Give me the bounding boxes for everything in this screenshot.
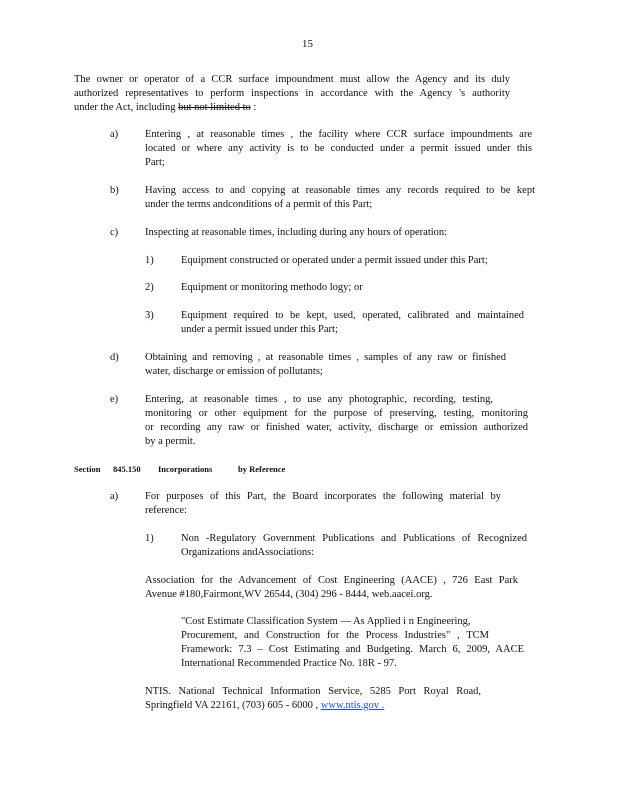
item-a-line: located or where any activity is to be conducted under a permit issued under this (145, 143, 532, 154)
item-d-line: water, discharge or emission of pollutants; (145, 366, 323, 377)
section-a1-line: Organizations andAssociations: (181, 547, 315, 558)
aace-ref-line: International Recommended Practice No. 18R - 97. (181, 658, 397, 669)
aace-ref-line: Framework: 7.3 – Cost Estimating and Budgeting. March 6, 2009, AACE (181, 644, 524, 655)
section-a1-line: Non -Regulatory Government Publications and Publications of Recognized (181, 533, 527, 544)
section-a-line: reference: (145, 505, 187, 516)
section-title-b: by Reference (238, 464, 286, 474)
item-a-line: Part; (145, 157, 165, 168)
ntis-address: Springfield VA 22161, (703) 605 - 6000 , (145, 700, 321, 711)
section-a-marker: a) (110, 491, 119, 502)
aace-line: Association for the Advancement of Cost Engineering (AACE) , 726 East Park (145, 575, 518, 586)
subitem-3-marker: 3) (145, 310, 154, 321)
item-e-line: or recording any raw or finished water, activity, discharge or emission authorized (145, 422, 528, 433)
intro-line-1: The owner or operator of a CCR surface impoundment must allow the Agency and its duly (74, 74, 510, 85)
section-title-a: Incorporations (158, 464, 213, 474)
item-d-line: Obtaining and removing , at reasonable times , samples of any raw or finished (145, 352, 506, 363)
item-c-marker: c) (110, 227, 119, 238)
item-e-line: by a permit. (145, 436, 196, 447)
intro-line-3-end: : (250, 102, 257, 113)
page-number: 15 (302, 38, 313, 50)
ntis-line-1: NTIS. National Technical Information Service, 5285 Port Royal Road, (145, 686, 481, 697)
intro-line-3-text: under the Act, including (74, 102, 179, 113)
item-a-line: Entering , at reasonable times , the facility where CCR surface impoundments are (145, 129, 532, 140)
aace-ref-line: Procurement, and Construction for the Process Industries" , TCM (181, 630, 489, 641)
item-b-line: Having access to and copying at reasonable times any records required to be kept (145, 185, 535, 196)
item-b-marker: b) (110, 185, 119, 196)
ntis-link-trailing: . (379, 700, 385, 711)
ntis-line-2 (145, 699, 384, 713)
subitem-1-marker: 1) (145, 255, 154, 266)
aace-ref-line: "Cost Estimate Classification System — As Applied i n Engineering, (181, 616, 471, 627)
section-a-line: For purposes of this Part, the Board incorporates the following material by (145, 491, 501, 502)
subitem-2-line: Equipment or monitoring methodo logy; or (181, 282, 363, 293)
struck-text: but not limited to (178, 102, 251, 113)
item-e-line: monitoring or other equipment for the purpose of preserving, testing, monitoring (145, 408, 528, 419)
ntis-link[interactable]: www.ntis.gov (320, 700, 380, 711)
intro-line-2: authorized representatives to perform inspections in accordance with the Agency 's authority (74, 88, 510, 99)
section-a1-marker: 1) (145, 533, 154, 544)
item-d-marker: d) (110, 352, 119, 363)
aace-line: Avenue #180,Fairmont,WV 26544, (304) 296 - 8444, web.aacei.org. (145, 589, 433, 600)
subitem-2-marker: 2) (145, 282, 154, 293)
section-number: 845.150 (113, 464, 141, 474)
item-e-line: Entering, at reasonable times , to use any photographic, recording, testing, (145, 394, 493, 405)
subitem-1-line: Equipment constructed or operated under a permit issued under this Part; (181, 255, 488, 266)
section-label: Section (74, 464, 101, 474)
item-c-line: Inspecting at reasonable times, including during any hours of operation: (145, 227, 448, 238)
intro-line-3 (74, 101, 256, 115)
subitem-3-line: Equipment required to be kept, used, operated, calibrated and maintained (181, 310, 524, 321)
item-b-line: under the terms andconditions of a permit of this Part; (145, 199, 373, 210)
subitem-3-line: under a permit issued under this Part; (181, 324, 338, 335)
item-e-marker: e) (110, 394, 119, 405)
item-a-marker: a) (110, 129, 119, 140)
